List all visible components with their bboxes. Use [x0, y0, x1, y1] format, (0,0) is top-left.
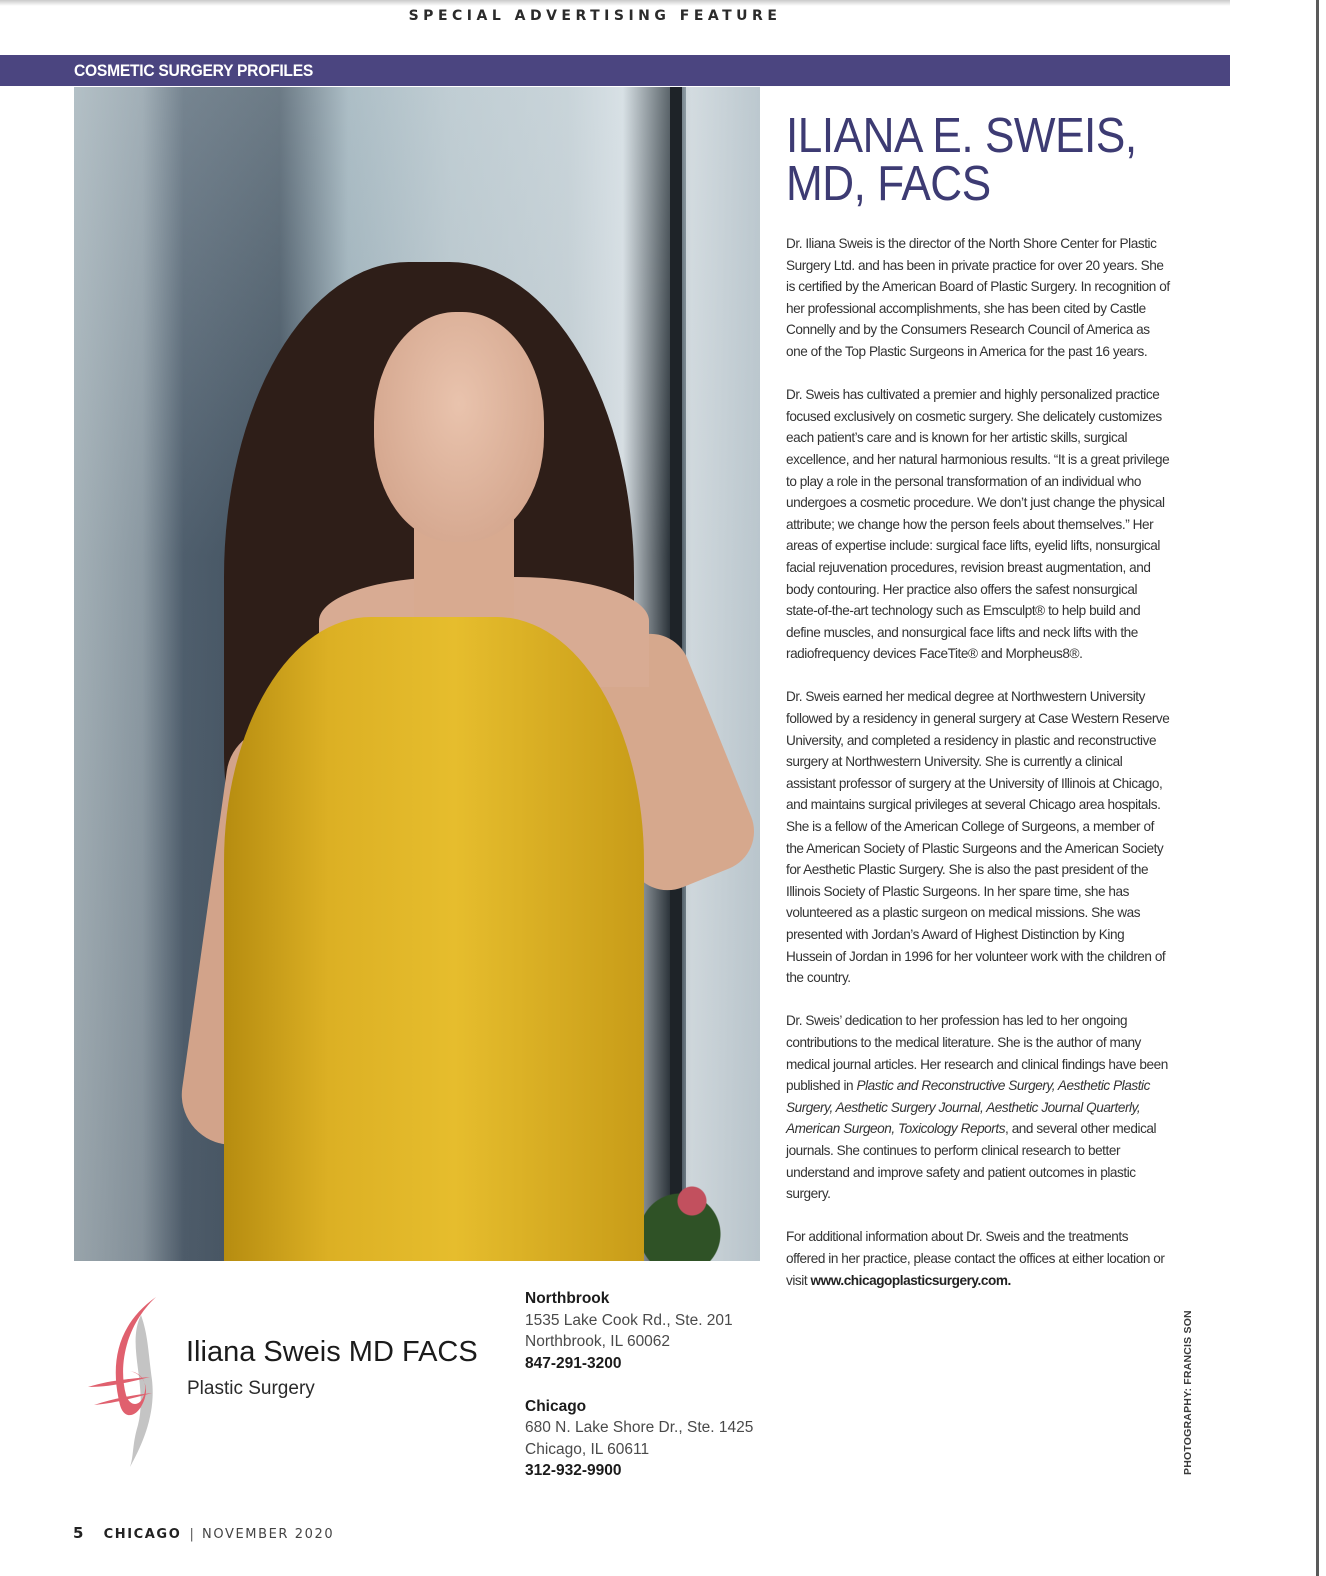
profile-title	[786, 109, 1146, 211]
logo-name: Iliana Sweis MD FACS	[186, 1336, 478, 1368]
section-band	[0, 55, 1230, 86]
publications-intro: Dr. Sweis’ dedication to her profession has led to her ongoing contributions to the medical literature. She is the author of many medical journal articles. Her research and clinical findings have been published in	[786, 1013, 1168, 1094]
paragraph-publications	[786, 1010, 1170, 1204]
page-footer	[73, 1524, 334, 1542]
page-right-margin	[1319, 0, 1326, 1576]
title-line-1: ILIANA E. SWEIS,	[786, 109, 1137, 163]
page-number: 5	[73, 1524, 84, 1542]
paragraph-education: Dr. Sweis earned her medical degree at Northwestern University followed by a residency in general surgery at Case Western Reserve University, and completed a residency in plastic and reconstructive surgery at Northwestern University. She is currently a clinical assistant professor of surgery at the University of Illinois at Chicago, and maintains surgical privileges at several Chicago area hospitals. She is a fellow of the American College of Surgeons, a member of the American Society of Plastic Surgeons and the American Society for Aesthetic Plastic Surgery. She is also the past president of the Illinois Society of Plastic Surgeons. In her spare time, she has volunteered as a plastic surgeon on medical missions. She was presented with Jordan’s Award of Highest Distinction by King Hussein of Jordan in 1996 for her volunteer work with the children of the country.	[786, 689, 1170, 986]
location-address-line2: Northbrook, IL 60062	[525, 1333, 671, 1350]
contact-text: For additional information about Dr. Sweis and the treatments offered in her practice, please contact the offices at either location or visit	[786, 1229, 1165, 1288]
feature-label: SPECIAL ADVERTISING FEATURE	[408, 8, 782, 24]
title-line-2: MD, FACS	[786, 157, 991, 211]
location-name: Northbrook	[525, 1290, 610, 1307]
publication-name: CHICAGO	[103, 1527, 182, 1542]
paragraph-intro: Dr. Iliana Sweis is the director of the North Shore Center for Plastic Surgery Ltd. and has been in private practice for over 20 years. She is certified by the American Board of Plastic Surgery. In recognition of her professional accomplishments, she has been cited by Castle Connelly and by the Consumers Research Council of America as one of the Top Plastic Surgeons in America for the past 16 years.	[786, 236, 1170, 359]
journal-list: Plastic and Reconstructive Surgery, Aesthetic Plastic Surgery, Aesthetic Surgery Journal, Aesthetic Journal Quarterly, American Surgeon, Toxicology Reports	[786, 1078, 1150, 1137]
website-link[interactable]: www.chicagoplasticsurgery.com.	[810, 1272, 1011, 1288]
location-address-line1: 1535 Lake Cook Rd., Ste. 201	[525, 1311, 733, 1329]
location-address-line2: Chicago, IL 60611	[525, 1440, 650, 1458]
location-phone[interactable]: 847-291-3200	[525, 1354, 622, 1372]
photo-credit: PHOTOGRAPHY: FRANCIS SON	[1182, 1310, 1194, 1475]
issue-date: NOVEMBER 2020	[202, 1527, 335, 1542]
profile-body	[786, 233, 1170, 1313]
location-name: Chicago	[525, 1397, 587, 1415]
portrait-photo	[74, 87, 760, 1261]
page-top-edge	[0, 0, 1230, 6]
footer-separator: |	[189, 1527, 194, 1542]
location-northbrook	[525, 1288, 775, 1374]
publications-outro: , and several other medical journals. She continues to perform clinical research to better understand and improve safety and patient outcomes in plastic surgery.	[786, 1121, 1157, 1202]
photo-window	[686, 87, 760, 1261]
location-address-line1: 680 N. Lake Shore Dr., Ste. 1425	[525, 1419, 754, 1436]
photo-yellow-dress	[224, 617, 644, 1261]
paragraph-practice: Dr. Sweis has cultivated a premier and highly personalized practice focused exclusively on cosmetic surgery. She delicately customizes each patient’s care and is known for her artistic skills, surgical excellence, and her natural harmonious results. “It is a great privilege to play a role in the personal transformation of an individual who undergoes a cosmetic procedure. We don’t just change the physical attribute; we change how the person feels about themselves.” Her areas of expertise include: surgical face lifts, eyelid lifts, nonsurgical facial rejuvenation procedures, revision breast augmentation, and body contouring. Her practice also offers the safest nonsurgical state-of-the-art technology such as Emsculpt® to help build and define muscles, and nonsurgical face lifts and neck lifts with the radiofrequency devices FaceTite® and Morpheus8®.	[786, 387, 1170, 662]
office-locations	[525, 1288, 775, 1503]
paragraph-contact	[786, 1226, 1170, 1291]
logo-swirl-icon	[86, 1295, 176, 1470]
location-phone[interactable]: 312-932-9900	[525, 1462, 622, 1479]
photo-face	[374, 312, 544, 542]
photo-plant	[644, 1157, 760, 1261]
logo-subtitle: Plastic Surgery	[187, 1378, 315, 1399]
location-chicago	[525, 1396, 775, 1482]
section-label: COSMETIC SURGERY PROFILES	[74, 61, 314, 80]
